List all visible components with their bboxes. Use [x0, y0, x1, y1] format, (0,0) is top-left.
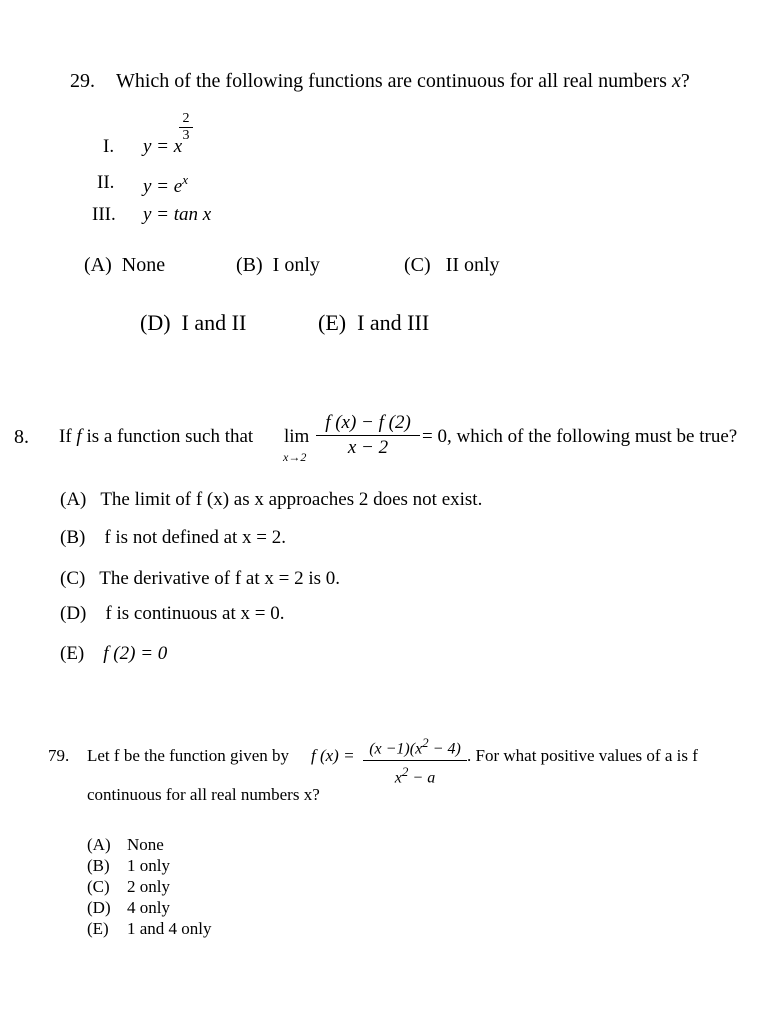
choice-e[interactable]: (E) 1 and 4 only [87, 919, 212, 938]
choice-e[interactable]: (E) f (2) = 0 [60, 643, 168, 664]
rational-function: $(x -1)(x^2 - 4)$ $x^2 - a$ [363, 732, 467, 790]
choices-list [87, 834, 212, 939]
choice-c[interactable]: (C) II only [404, 254, 500, 276]
difference-quotient: f (x) − f (2) x − 2 [316, 411, 420, 460]
question-stem-line2: continuous for all real numbers x? [87, 785, 320, 804]
item-roman: III. [92, 204, 116, 225]
question-stem-start: Let f be the function given by [87, 746, 290, 765]
choice-a[interactable]: (A) The limit of f (x) as x approaches 2 does not exist. [60, 489, 483, 510]
choice-b[interactable]: (B) 1 only [87, 856, 170, 875]
item-expression: $y = e^x$ [143, 172, 188, 197]
choice-b[interactable]: (B) I only [236, 254, 320, 276]
choice-d[interactable]: (D) I and II [140, 310, 247, 335]
question-stem-end: = 0, which of the following must be true? [422, 426, 738, 447]
item-expression: y = x [143, 136, 183, 157]
choice-d[interactable]: (D) 4 only [87, 898, 170, 917]
exponent-fraction: 2 3 [179, 111, 193, 144]
question-stem-end: . For what positive values of a is f [467, 746, 698, 765]
question-number: 79. [48, 746, 70, 765]
question-stem-start: If f is a function such that [59, 426, 254, 447]
item-expression: y = tan x [143, 204, 212, 225]
choice-a[interactable]: (A) None [84, 254, 166, 276]
limit-subscript: x→2 [283, 450, 307, 464]
limit-operator: lim [284, 426, 310, 447]
choice-b[interactable]: (B) f is not defined at x = 2. [60, 527, 287, 548]
question-stem: Which of the following functions are continuous for all real numbers x? [116, 70, 690, 92]
choice-c[interactable]: (C) 2 only [87, 877, 170, 896]
choice-e[interactable]: (E) I and III [318, 310, 430, 335]
function-name: f (x) = [311, 746, 355, 765]
choice-a[interactable]: (A) None [87, 835, 164, 854]
question-number: 8. [14, 426, 29, 448]
question-number: 29. [70, 70, 95, 92]
item-roman: I. [103, 136, 115, 157]
choice-c[interactable]: (C) The derivative of f at x = 2 is 0. [60, 568, 341, 589]
choice-d[interactable]: (D) f is continuous at x = 0. [60, 603, 285, 624]
item-roman: II. [97, 172, 115, 193]
